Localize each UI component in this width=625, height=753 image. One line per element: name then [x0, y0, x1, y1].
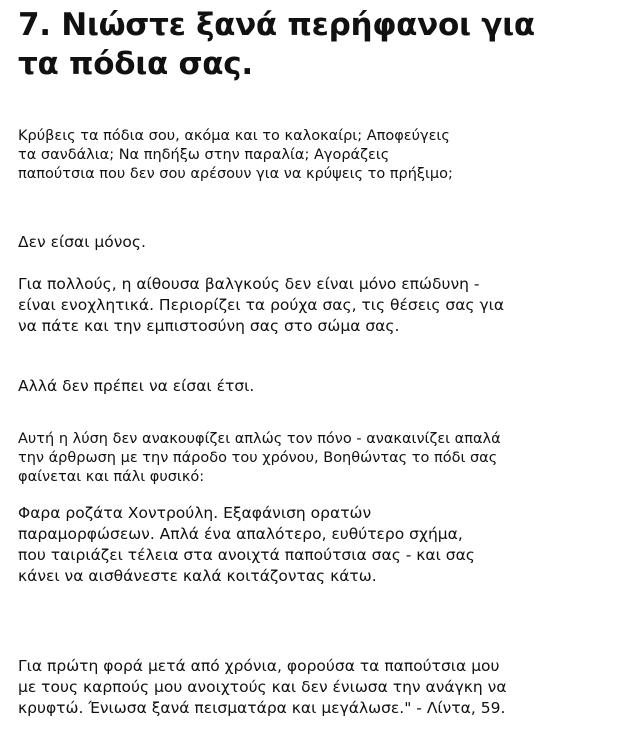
heading-line: τα πόδια σας.: [18, 46, 253, 82]
paragraph-line: παραμορφώσεων. Απλά ένα απαλότερο, ευθύτερο σχήμα,: [18, 525, 463, 543]
article-section: [18, 6, 608, 717]
paragraph-line: τα σανδάλια; Να πηδήξω στην παραλία; Αγοράζεις: [18, 147, 390, 163]
paragraph-line: φαίνεται και πάλι φυσικό:: [18, 469, 205, 485]
solution-paragraph: [18, 430, 501, 487]
paragraph-line: Δεν είσαι μόνος.: [18, 233, 146, 251]
paragraph-line: Αυτή η λύση δεν ανακουφίζει απλώς τον πόνο - ανακαινίζει απαλά: [18, 431, 501, 447]
paragraph-line: με τους καρπούς μου ανοιχτούς και δεν ένιωσα την ανάγκη να: [18, 678, 507, 696]
paragraph-line: που ταιριάζει τέλεια στα ανοιχτά παπούτσια σας - και σας: [18, 546, 475, 564]
paragraph-line: είναι ενοχλητικά. Περιορίζει τα ρούχα σας, τις θέσεις σας για: [18, 296, 505, 314]
section-heading: [18, 6, 608, 84]
paragraph-line: Για πολλούς, η αίθουσα βαλγκούς δεν είναι μόνο επώδυνη -: [18, 275, 480, 293]
not-alone-paragraph: [18, 232, 146, 253]
paragraph-line: Φαρα ροζάτα Χοντρούλη. Εξαφάνιση ορατών: [18, 504, 372, 522]
not-like-this-paragraph: [18, 376, 254, 397]
paragraph-line: Αλλά δεν πρέπει να είσαι έτσι.: [18, 377, 255, 395]
paragraph-line: να πάτε και την εμπιστοσύνη σας στο σώμα σας.: [18, 317, 400, 335]
paragraph-line: κάνει να αισθάνεστε καλά κοιτάζοντας κάτω.: [18, 567, 377, 585]
paragraph-line: παπούτσια που δεν σου αρέσουν για να κρύψεις το πρήξιμο;: [18, 166, 453, 182]
testimonial-paragraph: [18, 656, 507, 719]
pain-paragraph: [18, 274, 504, 337]
paragraph-line: Για πρώτη φορά μετά από χρόνια, φορούσα τα παπούτσια μου: [18, 657, 500, 675]
intro-paragraph: [18, 127, 453, 184]
paragraph-line: την άρθρωση με την πάροδο του χρόνου, Βοηθώντας το πόδι σας: [18, 450, 498, 466]
paragraph-line: κρυφτώ. Ένιωσα ξανά πεισματάρα και μεγάλωσε." - Λίντα, 59.: [18, 699, 506, 717]
heading-line: 7. Νιώστε ξανά περήφανοι για: [18, 7, 535, 43]
result-paragraph: [18, 503, 475, 587]
paragraph-line: Κρύβεις τα πόδια σου, ακόμα και το καλοκαίρι; Αποφεύγεις: [18, 128, 450, 144]
